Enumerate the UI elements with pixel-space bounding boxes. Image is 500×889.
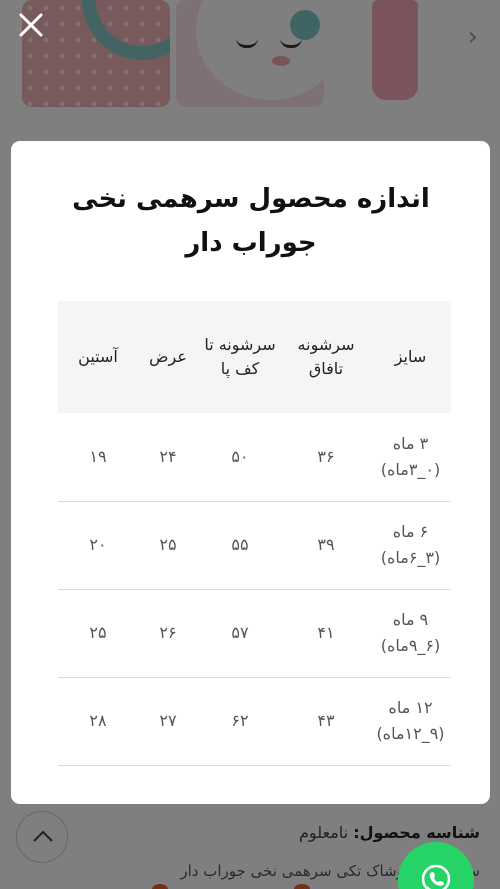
size-table-scroll[interactable]	[48, 301, 451, 767]
size-label: ۹ ماه	[392, 610, 429, 629]
table-row	[58, 413, 451, 501]
size-range: (۳_۶ماه)	[380, 548, 441, 567]
size-table	[58, 301, 451, 766]
width-cell: ۲۴	[138, 413, 198, 501]
close-icon[interactable]	[18, 12, 44, 38]
sleeve-cell: ۲۵	[58, 589, 138, 677]
table-row	[58, 501, 451, 589]
size-cell	[370, 501, 451, 589]
header-shoulder-to-foot: سرشونه تا کف پا	[204, 335, 276, 378]
hip-cell: ۳۶	[282, 413, 370, 501]
table-row	[58, 589, 451, 677]
width-cell: ۲۷	[138, 677, 198, 765]
hip-cell: ۳۹	[282, 501, 370, 589]
modal-title: اندازه محصول سرهمی نخی جوراب دار	[72, 184, 430, 258]
hip-cell: ۴۳	[282, 677, 370, 765]
header-shoulder-to-crotch: سرشونه تافاق	[297, 335, 355, 378]
header-size: سایز	[394, 347, 427, 366]
size-cell	[370, 413, 451, 501]
whatsapp-icon	[419, 862, 453, 889]
table-header-row	[58, 301, 451, 413]
foot-cell: ۵۵	[198, 501, 282, 589]
header-sleeve: آستین	[78, 347, 118, 366]
size-guide-modal	[11, 141, 490, 804]
size-label: ۱۲ ماه	[388, 698, 433, 717]
sleeve-cell: ۲۰	[58, 501, 138, 589]
width-cell: ۲۶	[138, 589, 198, 677]
table-row	[58, 677, 451, 765]
size-label: ۶ ماه	[392, 522, 429, 541]
sleeve-cell: ۱۹	[58, 413, 138, 501]
header-width: عرض	[149, 347, 187, 366]
sleeve-cell: ۲۸	[58, 677, 138, 765]
foot-cell: ۵۷	[198, 589, 282, 677]
foot-cell: ۵۰	[198, 413, 282, 501]
size-cell	[370, 677, 451, 765]
foot-cell: ۶۲	[198, 677, 282, 765]
width-cell: ۲۵	[138, 501, 198, 589]
size-label: ۳ ماه	[392, 433, 429, 453]
size-cell	[370, 589, 451, 677]
size-range: (۹_۱۲ماه)	[376, 724, 445, 743]
hip-cell: ۴۱	[282, 589, 370, 677]
size-range: (۶_۹ماه)	[380, 636, 441, 655]
size-range: (۰_۳ماه)	[380, 459, 441, 479]
